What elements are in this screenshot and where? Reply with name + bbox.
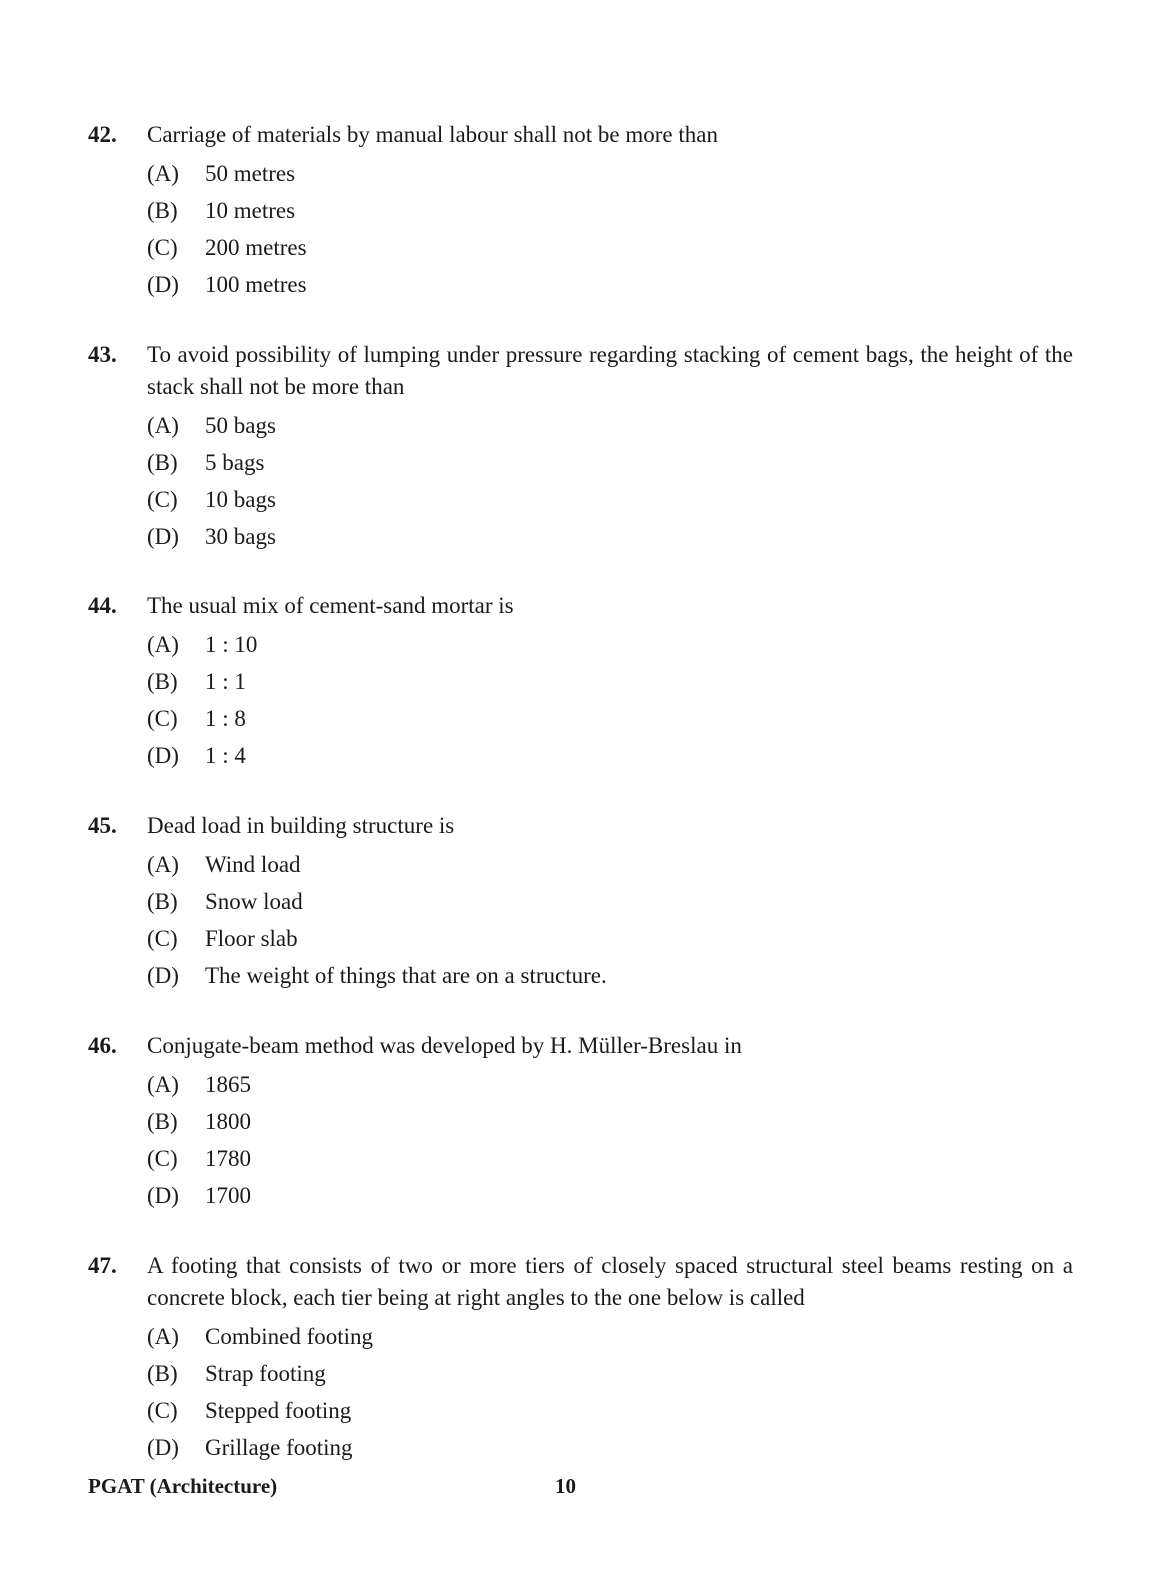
question-text: Dead load in building structure is <box>147 813 455 838</box>
option-text: 50 metres <box>205 161 296 186</box>
page-footer <box>88 1470 1073 1502</box>
option-a <box>147 155 1073 192</box>
option-text: Snow load <box>205 889 303 914</box>
question-47 <box>88 1250 1073 1466</box>
option-text: The weight of things that are on a structure. <box>205 963 607 988</box>
option-letter: (A) <box>147 161 179 186</box>
option-text: 1800 <box>205 1109 251 1134</box>
option-letter: (B) <box>147 198 178 223</box>
option-a <box>147 407 1073 444</box>
options-list <box>147 1318 1073 1466</box>
option-text: 1 : 8 <box>205 706 246 731</box>
option-b <box>147 1103 1073 1140</box>
option-d <box>147 1429 1073 1466</box>
option-text: 100 metres <box>205 272 307 297</box>
option-c <box>147 1140 1073 1177</box>
option-letter: (B) <box>147 450 178 475</box>
option-d <box>147 737 1073 774</box>
question-number: 46. <box>88 1033 117 1058</box>
option-c <box>147 481 1073 518</box>
option-text: 1865 <box>205 1072 251 1097</box>
option-text: Strap footing <box>205 1361 326 1386</box>
option-text: Floor slab <box>205 926 298 951</box>
option-text: 50 bags <box>205 413 276 438</box>
question-number: 47. <box>88 1253 117 1278</box>
option-text: Grillage footing <box>205 1435 353 1460</box>
option-text: 1 : 1 <box>205 669 246 694</box>
exam-title: PGAT (Architecture) <box>88 1474 278 1498</box>
option-letter: (B) <box>147 1361 178 1386</box>
option-c <box>147 920 1073 957</box>
option-d <box>147 518 1073 555</box>
question-number: 44. <box>88 593 117 618</box>
option-b <box>147 883 1073 920</box>
question-text: Carriage of materials by manual labour shall not be more than <box>147 122 718 147</box>
question-text: The usual mix of cement-sand mortar is <box>147 593 514 618</box>
option-c <box>147 700 1073 737</box>
option-text: 10 metres <box>205 198 296 223</box>
option-letter: (D) <box>147 963 179 988</box>
option-a <box>147 846 1073 883</box>
option-letter: (D) <box>147 272 179 297</box>
question-text: To avoid possibility of lumping under pressure regarding stacking of cement bags, the height of the stack shall not be more than <box>147 342 1073 399</box>
option-letter: (D) <box>147 1183 179 1208</box>
option-letter: (C) <box>147 487 178 512</box>
option-letter: (C) <box>147 1146 178 1171</box>
option-b <box>147 1355 1073 1392</box>
option-letter: (C) <box>147 926 178 951</box>
option-text: Combined footing <box>205 1324 374 1349</box>
option-text: 1 : 10 <box>205 632 258 657</box>
question-44 <box>88 590 1073 774</box>
option-letter: (C) <box>147 235 178 260</box>
option-b <box>147 444 1073 481</box>
question-45 <box>88 810 1073 994</box>
option-letter: (C) <box>147 706 178 731</box>
option-text: Wind load <box>205 852 301 877</box>
page-number: 10 <box>555 1474 576 1498</box>
option-b <box>147 663 1073 700</box>
option-letter: (A) <box>147 1324 179 1349</box>
option-letter: (A) <box>147 632 179 657</box>
question-number: 43. <box>88 342 117 367</box>
option-c <box>147 1392 1073 1429</box>
options-list <box>147 846 1073 994</box>
option-text: 1700 <box>205 1183 251 1208</box>
option-text: Stepped footing <box>205 1398 352 1423</box>
option-letter: (A) <box>147 413 179 438</box>
option-letter: (B) <box>147 669 178 694</box>
question-46 <box>88 1030 1073 1214</box>
option-a <box>147 626 1073 663</box>
option-letter: (D) <box>147 743 179 768</box>
option-text: 10 bags <box>205 487 276 512</box>
option-letter: (A) <box>147 852 179 877</box>
option-text: 5 bags <box>205 450 265 475</box>
option-d <box>147 957 1073 994</box>
option-a <box>147 1318 1073 1355</box>
options-list <box>147 407 1073 555</box>
question-number: 42. <box>88 122 117 147</box>
option-text: 1780 <box>205 1146 251 1171</box>
option-text: 1 : 4 <box>205 743 246 768</box>
option-a <box>147 1066 1073 1103</box>
options-list <box>147 1066 1073 1214</box>
option-letter: (A) <box>147 1072 179 1097</box>
option-text: 200 metres <box>205 235 307 260</box>
option-d <box>147 1177 1073 1214</box>
option-letter: (D) <box>147 1435 179 1460</box>
question-text: A footing that consists of two or more tiers of closely spaced structural steel beams resting on a concrete block, each tier being at right angles to the one below is called <box>147 1253 1073 1310</box>
option-d <box>147 266 1073 303</box>
question-number: 45. <box>88 813 117 838</box>
option-letter: (B) <box>147 889 178 914</box>
options-list <box>147 155 1073 303</box>
question-42 <box>88 119 1073 303</box>
option-text: 30 bags <box>205 524 276 549</box>
options-list <box>147 626 1073 774</box>
question-text: Conjugate-beam method was developed by H. Müller-Breslau in <box>147 1033 742 1058</box>
option-letter: (B) <box>147 1109 178 1134</box>
option-c <box>147 229 1073 266</box>
option-b <box>147 192 1073 229</box>
option-letter: (C) <box>147 1398 178 1423</box>
option-letter: (D) <box>147 524 179 549</box>
question-43 <box>88 339 1073 555</box>
